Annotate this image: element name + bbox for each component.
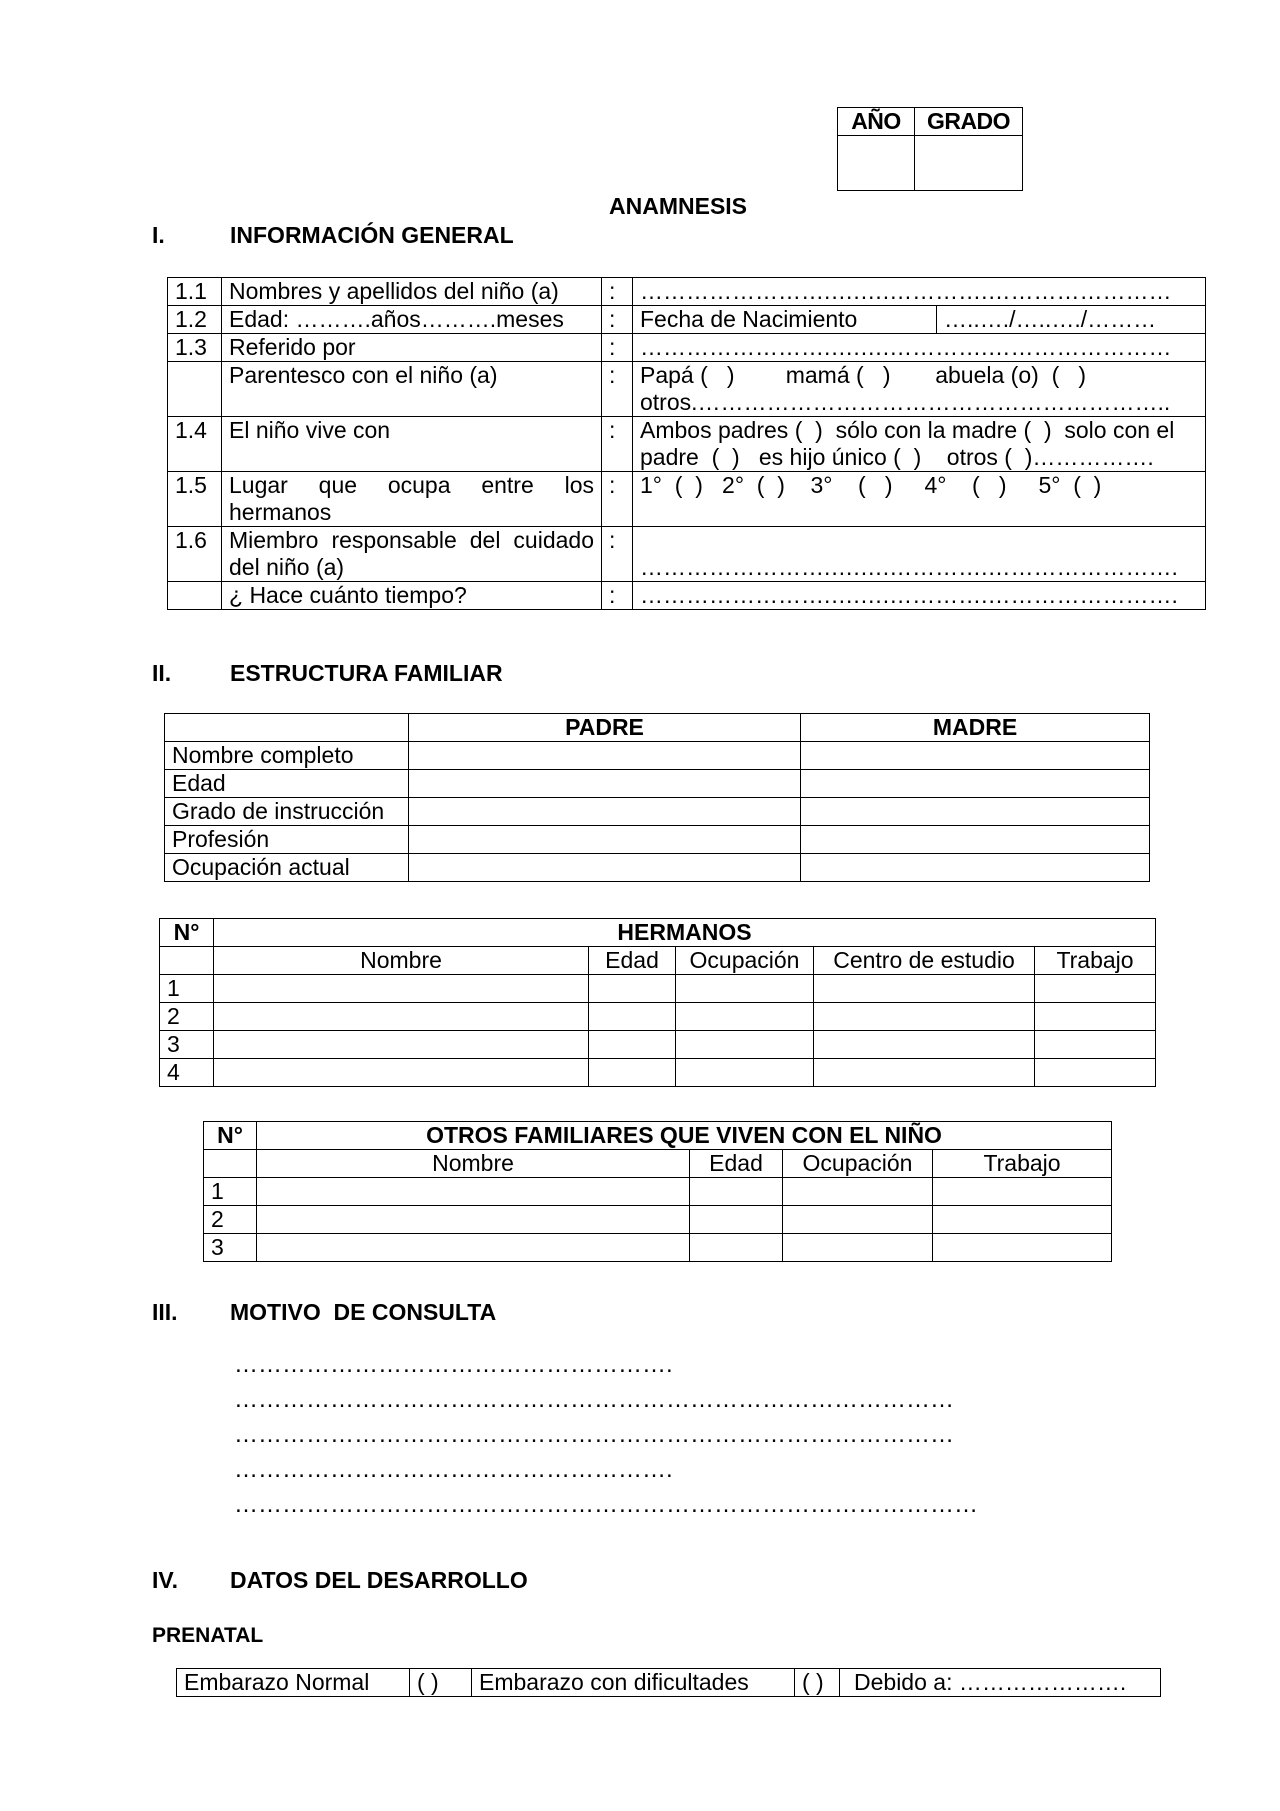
father-field[interactable] <box>409 798 801 826</box>
lives-with-options-1[interactable]: Ambos padres ( ) sólo con la madre ( ) solo con el <box>640 417 1175 443</box>
work-cell[interactable] <box>1035 1059 1156 1087</box>
info-row-1-1 <box>168 278 1206 306</box>
row-colon: : <box>602 278 633 306</box>
row-label: Nombre completo <box>165 742 409 770</box>
row-label[interactable]: Edad: ……….años……….meses <box>222 306 602 334</box>
section-2-title: ESTRUCTURA FAMILIAR <box>230 660 503 686</box>
table-row <box>204 1206 1112 1234</box>
row-number: 2 <box>204 1206 257 1234</box>
consultation-line-5[interactable]: ………………………………………………………………………………… <box>234 1491 978 1518</box>
age-cell[interactable] <box>589 1059 676 1087</box>
row-number: 3 <box>204 1234 257 1262</box>
name-cell[interactable] <box>214 1059 589 1087</box>
school-header: Centro de estudio <box>814 947 1035 975</box>
mother-field[interactable] <box>801 742 1150 770</box>
section-4-number: IV. <box>152 1567 179 1593</box>
consultation-line-4[interactable]: ………………………………………………. <box>234 1456 673 1483</box>
other-relatives-table <box>203 1121 1112 1262</box>
year-label: AÑO <box>838 108 915 136</box>
section-3-number: III. <box>152 1299 178 1325</box>
row-label-line: del niño (a) <box>229 554 345 580</box>
time-field[interactable]: …………………….….….………….……………………. <box>633 582 1206 610</box>
row-label: Parentesco con el niño (a) <box>222 362 602 417</box>
occupation-cell[interactable] <box>676 975 814 1003</box>
name-cell[interactable] <box>257 1234 690 1262</box>
parents-header-empty <box>165 714 409 742</box>
parents-header-row <box>165 714 1150 742</box>
name-cell[interactable] <box>257 1206 690 1234</box>
school-cell[interactable] <box>814 1003 1035 1031</box>
sibling-position-field[interactable]: 1° ( ) 2° ( ) 3° ( ) 4° ( ) 5° ( ) <box>633 472 1206 527</box>
row-label: Nombres y apellidos del niño (a) <box>222 278 602 306</box>
row-number: 1.6 <box>168 527 222 582</box>
siblings-header-row <box>160 947 1156 975</box>
row-number: 1.3 <box>168 334 222 362</box>
birthdate-label: Fecha de Nacimiento <box>633 306 937 334</box>
table-row <box>204 1178 1112 1206</box>
age-cell[interactable] <box>589 975 676 1003</box>
age-cell[interactable] <box>690 1206 783 1234</box>
father-field[interactable] <box>409 742 801 770</box>
lives-with-options-2[interactable]: padre ( ) es hijo único ( ) otros ( )……………. <box>640 444 1154 470</box>
difficult-pregnancy-label: Embarazo con dificultades <box>472 1669 795 1697</box>
age-cell[interactable] <box>690 1234 783 1262</box>
year-field[interactable] <box>838 136 915 191</box>
table-row <box>204 1234 1112 1262</box>
age-cell[interactable] <box>589 1003 676 1031</box>
row-colon: : <box>602 306 633 334</box>
father-field[interactable] <box>409 826 801 854</box>
general-info-table <box>167 277 1206 610</box>
parents-row <box>165 742 1150 770</box>
mother-field[interactable] <box>801 826 1150 854</box>
row-colon: : <box>602 527 633 582</box>
occupation-cell[interactable] <box>676 1059 814 1087</box>
other-relatives-header-row <box>204 1150 1112 1178</box>
age-cell[interactable] <box>589 1031 676 1059</box>
row-number: 2 <box>160 1003 214 1031</box>
work-cell[interactable] <box>933 1234 1112 1262</box>
row-number: 1 <box>204 1178 257 1206</box>
row-colon: : <box>602 334 633 362</box>
section-4-title: DATOS DEL DESARROLLO <box>230 1567 528 1593</box>
birthdate-field[interactable]: …..…./…..…./……… <box>937 306 1206 334</box>
reason-field[interactable]: Debido a: …………………. <box>840 1669 1161 1697</box>
number-header: N° <box>160 919 214 947</box>
school-cell[interactable] <box>814 1059 1035 1087</box>
occupation-cell[interactable] <box>783 1178 933 1206</box>
row-number: 4 <box>160 1059 214 1087</box>
grade-label: GRADO <box>915 108 1023 136</box>
father-field[interactable] <box>409 770 801 798</box>
name-field[interactable]: …………………….….….………….…………………… <box>633 278 1206 306</box>
name-header: Nombre <box>257 1150 690 1178</box>
number-header-empty <box>160 947 214 975</box>
siblings-title-row <box>160 919 1156 947</box>
name-cell[interactable] <box>214 1003 589 1031</box>
relationship-options[interactable]: Papá ( ) mamá ( ) abuela (o) ( ) <box>640 362 1087 388</box>
section-1-number: I. <box>152 222 165 248</box>
row-label-line: Miembro responsable del cuidado <box>229 527 594 553</box>
row-label: Ocupación actual <box>165 854 409 882</box>
row-colon: : <box>602 472 633 527</box>
info-row-1-3 <box>168 334 1206 362</box>
row-colon: : <box>602 417 633 472</box>
school-cell[interactable] <box>814 1031 1035 1059</box>
row-label: El niño vive con <box>222 417 602 472</box>
parents-row <box>165 826 1150 854</box>
age-header: Edad <box>690 1150 783 1178</box>
row-label: Profesión <box>165 826 409 854</box>
row-colon: : <box>602 362 633 417</box>
row-number: 1.1 <box>168 278 222 306</box>
parents-row <box>165 798 1150 826</box>
normal-pregnancy-checkbox[interactable]: ( ) <box>410 1669 472 1697</box>
row-number: 1 <box>160 975 214 1003</box>
row-label: Edad <box>165 770 409 798</box>
name-header: Nombre <box>214 947 589 975</box>
occupation-header: Ocupación <box>783 1150 933 1178</box>
row-number: 3 <box>160 1031 214 1059</box>
work-cell[interactable] <box>933 1178 1112 1206</box>
table-row <box>160 975 1156 1003</box>
mother-field[interactable] <box>801 770 1150 798</box>
info-row-time <box>168 582 1206 610</box>
row-label: Grado de instrucción <box>165 798 409 826</box>
father-header: PADRE <box>409 714 801 742</box>
relationship-field[interactable] <box>633 362 1206 417</box>
other-relatives-title: OTROS FAMILIARES QUE VIVEN CON EL NIÑO <box>257 1122 1112 1150</box>
school-cell[interactable] <box>814 975 1035 1003</box>
row-colon: : <box>602 582 633 610</box>
number-header: N° <box>204 1122 257 1150</box>
year-grade-table <box>837 107 1023 191</box>
mother-field[interactable] <box>801 798 1150 826</box>
siblings-table <box>159 918 1156 1087</box>
section-1-title: INFORMACIÓN GENERAL <box>230 222 514 248</box>
row-label: Referido por <box>222 334 602 362</box>
other-relatives-title-row <box>204 1122 1112 1150</box>
age-cell[interactable] <box>690 1178 783 1206</box>
info-row-1-6 <box>168 527 1206 582</box>
table-row <box>160 1003 1156 1031</box>
parents-row <box>165 770 1150 798</box>
mother-header: MADRE <box>801 714 1150 742</box>
info-row-1-2 <box>168 306 1206 334</box>
caregiver-field[interactable] <box>633 527 1206 582</box>
info-row-1-4 <box>168 417 1206 472</box>
age-header: Edad <box>589 947 676 975</box>
lives-with-field[interactable] <box>633 417 1206 472</box>
name-cell[interactable] <box>214 975 589 1003</box>
prenatal-table <box>176 1668 1161 1697</box>
consultation-line-3[interactable]: ……………………………………………………………………………… <box>234 1421 954 1448</box>
info-row-parentesco <box>168 362 1206 417</box>
row-number: 1.2 <box>168 306 222 334</box>
relationship-other[interactable]: otros.…………………………………………………….. <box>640 389 1171 415</box>
info-row-1-5 <box>168 472 1206 527</box>
occupation-cell[interactable] <box>783 1206 933 1234</box>
row-label <box>222 472 602 527</box>
prenatal-subtitle: PRENATAL <box>152 1624 264 1647</box>
mother-field[interactable] <box>801 854 1150 882</box>
section-2-number: II. <box>152 660 172 686</box>
row-label <box>222 527 602 582</box>
page-title: ANAMNESIS <box>609 193 748 219</box>
referred-by-field[interactable]: …………………….….….………….…………………… <box>633 334 1206 362</box>
work-cell[interactable] <box>933 1206 1112 1234</box>
row-number: 1.5 <box>168 472 222 527</box>
row-label-line: hermanos <box>229 499 332 525</box>
name-cell[interactable] <box>257 1178 690 1206</box>
work-header: Trabajo <box>1035 947 1156 975</box>
work-cell[interactable] <box>1035 1003 1156 1031</box>
row-number <box>168 362 222 417</box>
row-label-line: Lugar que ocupa entre los <box>229 472 594 498</box>
section-3-title: MOTIVO DE CONSULTA <box>230 1299 497 1325</box>
normal-pregnancy-label: Embarazo Normal <box>177 1669 410 1697</box>
prenatal-row <box>177 1669 1161 1697</box>
occupation-cell[interactable] <box>676 1031 814 1059</box>
name-cell[interactable] <box>214 1031 589 1059</box>
father-field[interactable] <box>409 854 801 882</box>
table-row <box>160 1059 1156 1087</box>
parents-row <box>165 854 1150 882</box>
row-number: 1.4 <box>168 417 222 472</box>
consultation-line-1[interactable]: ………………………………………………. <box>234 1351 673 1378</box>
row-number <box>168 582 222 610</box>
work-header: Trabajo <box>933 1150 1112 1178</box>
grade-field[interactable] <box>915 136 1023 191</box>
work-cell[interactable] <box>1035 1031 1156 1059</box>
number-header-empty <box>204 1150 257 1178</box>
consultation-line-2[interactable]: ……………………………………………………………………………… <box>234 1386 954 1413</box>
work-cell[interactable] <box>1035 975 1156 1003</box>
parents-table <box>164 713 1150 882</box>
difficult-pregnancy-checkbox[interactable]: ( ) <box>795 1669 840 1697</box>
occupation-cell[interactable] <box>783 1234 933 1262</box>
row-label: ¿ Hace cuánto tiempo? <box>222 582 602 610</box>
occupation-header: Ocupación <box>676 947 814 975</box>
caregiver-dots[interactable]: …………………….….….………….……………………. <box>640 554 1178 580</box>
table-row <box>160 1031 1156 1059</box>
siblings-title: HERMANOS <box>214 919 1156 947</box>
occupation-cell[interactable] <box>676 1003 814 1031</box>
